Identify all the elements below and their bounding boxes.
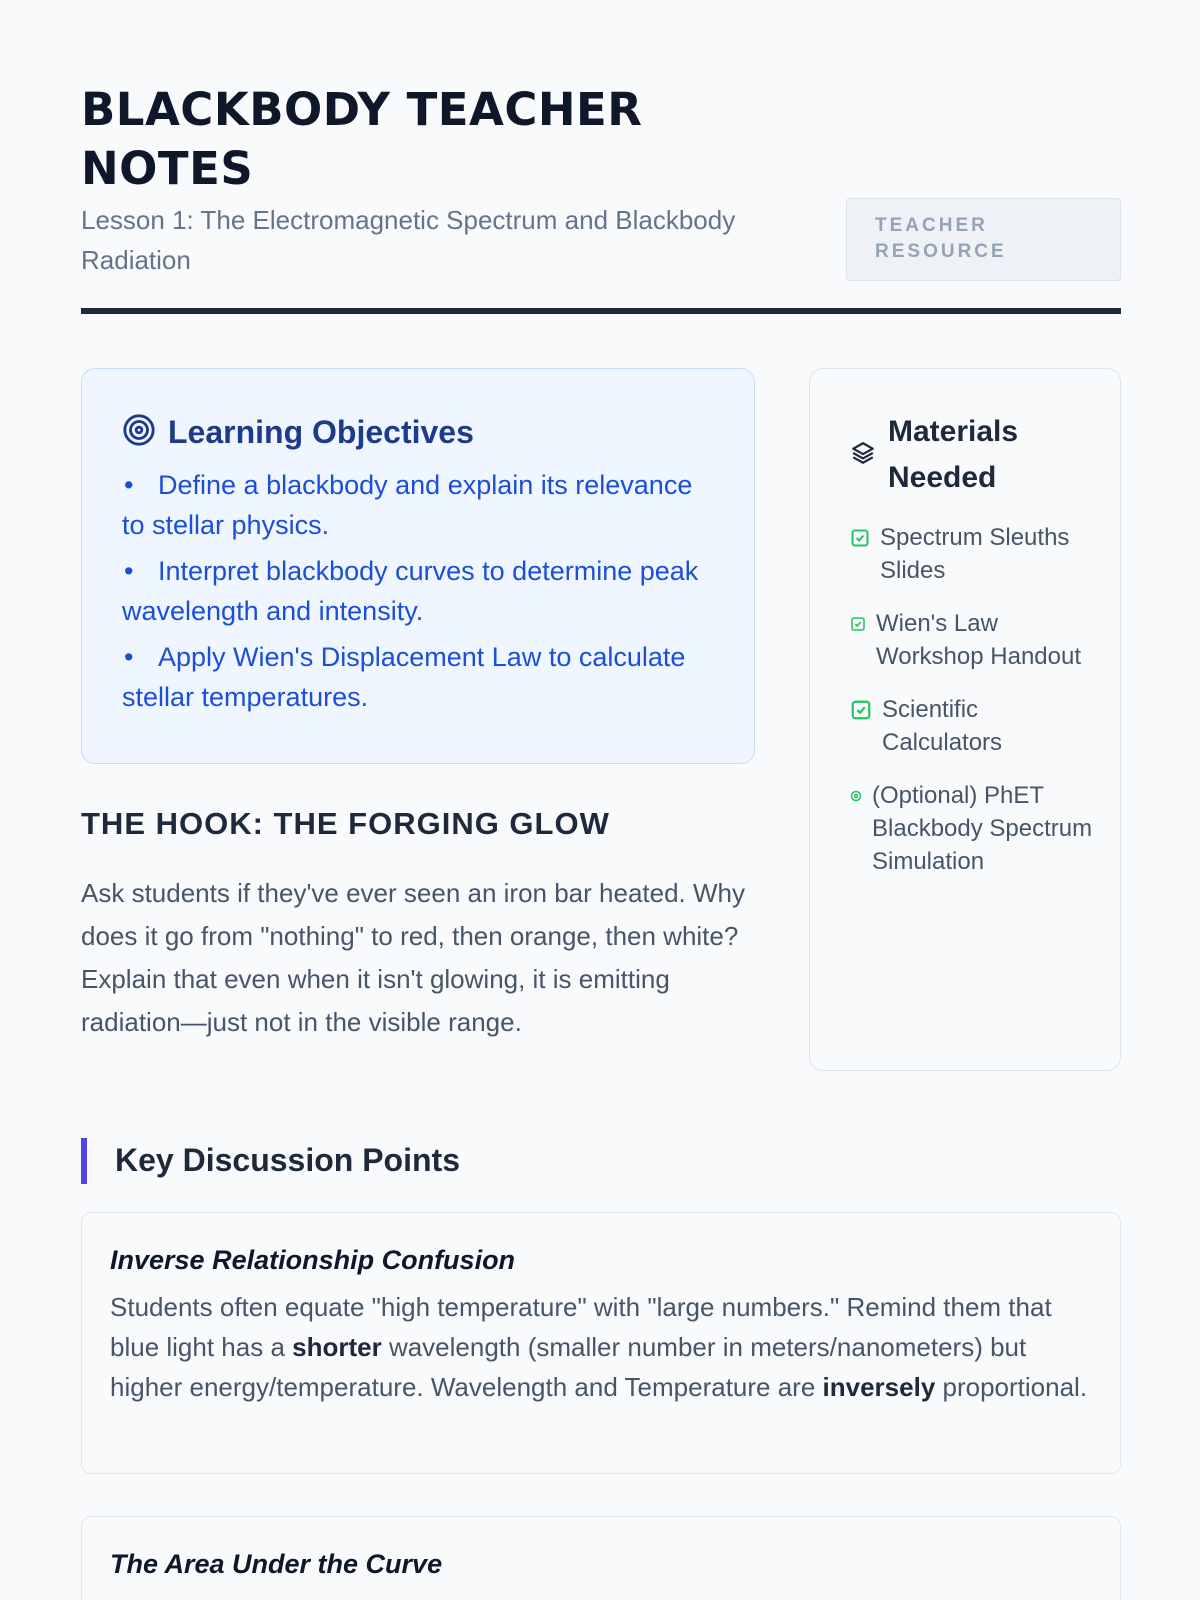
material-item: Wien's Law Workshop Handout: [850, 607, 1094, 673]
materials-title: Materials Needed: [888, 415, 1019, 494]
hook-title: THE HOOK: THE FORGING GLOW: [81, 806, 610, 841]
header-divider: [81, 308, 1121, 314]
objective-item: • Apply Wien's Displacement Law to calculate stellar temperatures.: [122, 637, 714, 717]
check-square-icon: [850, 521, 870, 554]
check-square-icon: [850, 693, 872, 726]
learning-objectives-title: Learning Objectives: [168, 413, 474, 450]
lesson-subtitle: Lesson 1: The Electromagnetic Spectrum and Blackbody Radiation: [81, 205, 736, 275]
materials-list: [850, 521, 1094, 878]
bullet-icon: •: [124, 470, 134, 500]
bullet-icon: •: [124, 642, 134, 672]
learning-objectives-header: [122, 409, 714, 455]
layers-icon: [850, 440, 888, 471]
objective-item: • Interpret blackbody curves to determine peak wavelength and intensity.: [122, 551, 714, 631]
discussion-card-title: Inverse Relationship Confusion: [110, 1245, 516, 1275]
page-title: BLACKBODY TEACHER NOTES: [81, 83, 643, 195]
teacher-resource-badge: TEACHER RESOURCE: [846, 198, 1121, 281]
bullet-icon: •: [124, 556, 134, 586]
learning-objectives-panel: [81, 368, 755, 764]
materials-header: [850, 409, 1094, 501]
discussion-title: Key Discussion Points: [115, 1142, 460, 1178]
target-icon: [122, 413, 168, 452]
hook-text: Ask students if they've ever seen an iron bar heated. Why does it go from "nothing" to red, then orange, then white? Explain that even when it isn't glowing, it is emitting radiation—just not in the visible range.: [81, 878, 745, 1037]
check-square-icon: [850, 607, 866, 640]
discussion-accent-bar: [81, 1138, 87, 1184]
material-item: Scientific Calculators: [850, 693, 1094, 759]
learning-objectives-list: [122, 465, 714, 717]
circle-dot-icon: [850, 779, 862, 812]
objective-item: • Define a blackbody and explain its relevance to stellar physics.: [122, 465, 714, 545]
material-item: Spectrum Sleuths Slides: [850, 521, 1094, 587]
discussion-card-body: Students often equate "high temperature" with "large numbers." Remind them that blue light has a shorter wavelength (smaller number in meters/nanometers) but higher energy/temperature. Wavelength and Temperature are inversely proportional.: [110, 1292, 1088, 1402]
discussion-card: [81, 1212, 1121, 1474]
discussion-card: [81, 1516, 1121, 1600]
discussion-card-title: The Area Under the Curve: [110, 1549, 443, 1579]
materials-panel: [809, 368, 1121, 1071]
material-item: (Optional) PhET Blackbody Spectrum Simulation: [850, 779, 1094, 878]
